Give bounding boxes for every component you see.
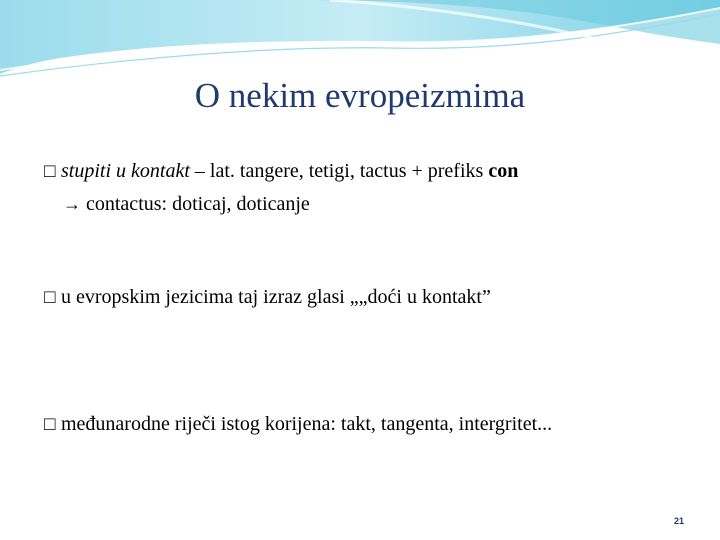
page-number: 21: [673, 516, 684, 526]
arrow-right-icon: →: [63, 194, 81, 214]
bullet-item: [44, 155, 684, 220]
bullet-marker: □: [44, 287, 56, 308]
bullet-text: – lat. tangere, tetigi, tactus + prefiks: [189, 160, 489, 182]
slide-title: O nekim evropeizmima: [194, 76, 526, 115]
bullet-italic-phrase: stupiti u kontakt: [61, 160, 190, 182]
bullet-text: međunarodne riječi istog korijena: takt, tangenta, intergritet...: [61, 413, 553, 435]
bullet-marker: □: [44, 414, 56, 435]
bullet-item: [44, 408, 684, 441]
header-wave-decoration: [0, 0, 720, 80]
bullet-continuation-line: [44, 188, 684, 220]
bullet-text: u evropskim jezicima taj izraz glasi „„doći u kontakt”: [61, 286, 491, 308]
bullet-bold-word: con: [488, 160, 519, 182]
bullet-marker: □: [44, 161, 56, 182]
bullet-item: [44, 281, 684, 314]
bullet-continuation-text: contactus: doticaj, doticanje: [81, 193, 310, 215]
